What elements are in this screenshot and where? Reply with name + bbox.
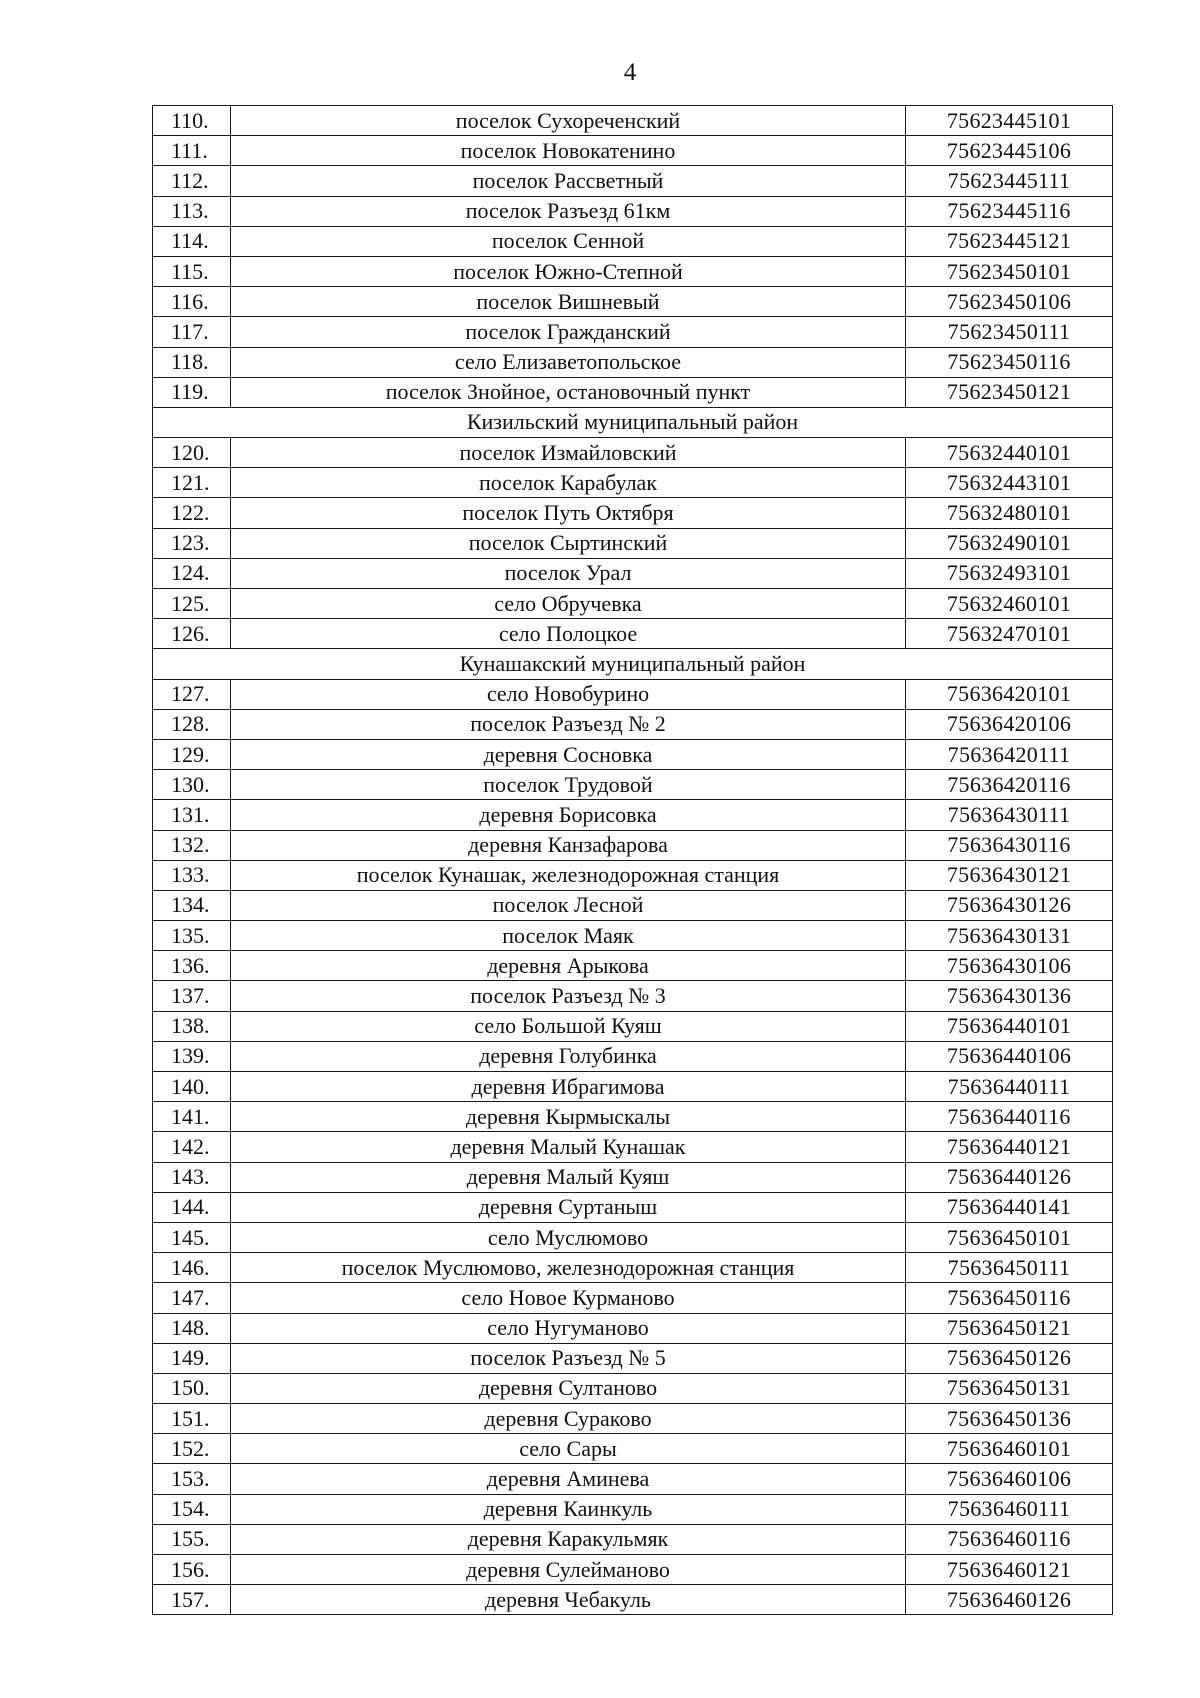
table-row [153,589,1113,619]
row-number: 129. [153,739,231,769]
settlement-name: деревня Каинкуль [231,1494,906,1524]
settlement-name: деревня Сулейманово [231,1555,906,1585]
row-number: 131. [153,800,231,830]
settlement-name: поселок Путь Октября [231,498,906,528]
settlement-name: поселок Гражданский [231,317,906,347]
row-number: 154. [153,1494,231,1524]
settlement-name: село Новое Курманово [231,1283,906,1313]
settlement-name: поселок Трудовой [231,770,906,800]
oktmo-code: 75636440106 [906,1041,1113,1071]
row-number: 140. [153,1072,231,1102]
oktmo-code: 75623450116 [906,347,1113,377]
oktmo-code: 75636450126 [906,1343,1113,1373]
table-row [153,1343,1113,1373]
row-number: 119. [153,377,231,407]
oktmo-code: 75636430121 [906,860,1113,890]
settlement-name: село Большой Куяш [231,1011,906,1041]
settlement-name: поселок Новокатенино [231,136,906,166]
oktmo-code: 75636460126 [906,1585,1113,1615]
row-number: 128. [153,709,231,739]
oktmo-code: 75636450136 [906,1404,1113,1434]
row-number: 149. [153,1343,231,1373]
row-number: 136. [153,951,231,981]
section-header-row [153,649,1113,679]
row-number: 151. [153,1404,231,1434]
oktmo-code: 75636460101 [906,1434,1113,1464]
settlement-name: село Елизаветопольское [231,347,906,377]
settlement-name: поселок Вишневый [231,287,906,317]
oktmo-code: 75636440121 [906,1132,1113,1162]
row-number: 112. [153,166,231,196]
settlement-name: деревня Малый Куяш [231,1162,906,1192]
settlement-name: поселок Кунашак, железнодорожная станция [231,860,906,890]
row-number: 118. [153,347,231,377]
settlement-name: село Муслюмово [231,1222,906,1252]
row-number: 113. [153,196,231,226]
page-number: 4 [623,59,637,86]
table-row [153,860,1113,890]
row-number: 127. [153,679,231,709]
table-row [153,1404,1113,1434]
oktmo-code: 75632493101 [906,558,1113,588]
table-row [153,136,1113,166]
oktmo-code: 75632490101 [906,528,1113,558]
table-body [153,106,1113,1615]
settlement-name: поселок Муслюмово, железнодорожная станция [231,1253,906,1283]
table-row [153,106,1113,136]
oktmo-code: 75632460101 [906,589,1113,619]
oktmo-code: 75636440116 [906,1102,1113,1132]
table-row [153,1011,1113,1041]
oktmo-code: 75623445121 [906,226,1113,256]
table-row [153,1102,1113,1132]
oktmo-code: 75623450121 [906,377,1113,407]
row-number: 117. [153,317,231,347]
settlement-name: деревня Суртаныш [231,1192,906,1222]
settlement-name: деревня Канзафарова [231,830,906,860]
settlement-name: деревня Кырмыскалы [231,1102,906,1132]
row-number: 141. [153,1102,231,1132]
row-number: 144. [153,1192,231,1222]
table-row [153,1373,1113,1403]
row-number: 125. [153,589,231,619]
section-title: Кунашакский муниципальный район [153,649,1113,679]
table-row [153,1132,1113,1162]
table-row [153,256,1113,286]
table-row [153,438,1113,468]
oktmo-code: 75636430131 [906,921,1113,951]
table-row [153,619,1113,649]
section-title: Кизильский муниципальный район [153,407,1113,437]
settlement-name: деревня Арыкова [231,951,906,981]
oktmo-code: 75636440126 [906,1162,1113,1192]
row-number: 148. [153,1313,231,1343]
row-number: 147. [153,1283,231,1313]
settlement-name: поселок Карабулак [231,468,906,498]
oktmo-code: 75636430111 [906,800,1113,830]
oktmo-code: 75636450116 [906,1283,1113,1313]
settlement-name: деревня Султаново [231,1373,906,1403]
oktmo-code: 75632443101 [906,468,1113,498]
settlement-name: поселок Урал [231,558,906,588]
settlement-name: деревня Борисовка [231,800,906,830]
table-row [153,951,1113,981]
row-number: 111. [153,136,231,166]
row-number: 122. [153,498,231,528]
table-row [153,1072,1113,1102]
table-row [153,287,1113,317]
row-number: 152. [153,1434,231,1464]
table-row [153,347,1113,377]
settlement-name: поселок Разъезд № 5 [231,1343,906,1373]
oktmo-code: 75636440101 [906,1011,1113,1041]
row-number: 123. [153,528,231,558]
table-row [153,166,1113,196]
table-row [153,1524,1113,1554]
settlement-name: деревня Сураково [231,1404,906,1434]
oktmo-code: 75623450101 [906,256,1113,286]
row-number: 124. [153,558,231,588]
oktmo-code: 75636420111 [906,739,1113,769]
oktmo-code: 75636430136 [906,981,1113,1011]
row-number: 143. [153,1162,231,1192]
row-number: 155. [153,1524,231,1554]
oktmo-code: 75636450101 [906,1222,1113,1252]
settlement-name: деревня Малый Кунашак [231,1132,906,1162]
table-row [153,890,1113,920]
oktmo-code: 75636430116 [906,830,1113,860]
settlement-name: поселок Маяк [231,921,906,951]
table-row [153,226,1113,256]
table-row [153,1283,1113,1313]
row-number: 150. [153,1373,231,1403]
settlement-name: деревня Чебакуль [231,1585,906,1615]
oktmo-code: 75636460111 [906,1494,1113,1524]
settlement-name: поселок Разъезд 61км [231,196,906,226]
settlement-name: поселок Сыртинский [231,528,906,558]
oktmo-code: 75636450111 [906,1253,1113,1283]
oktmo-code: 75636460121 [906,1555,1113,1585]
row-number: 121. [153,468,231,498]
row-number: 110. [153,106,231,136]
oktmo-code: 75636450131 [906,1373,1113,1403]
table-row [153,528,1113,558]
row-number: 135. [153,921,231,951]
row-number: 146. [153,1253,231,1283]
settlement-name: поселок Рассветный [231,166,906,196]
settlement-name: поселок Сухореченский [231,106,906,136]
settlement-name: поселок Южно-Степной [231,256,906,286]
oktmo-code: 75636430126 [906,890,1113,920]
table-row [153,317,1113,347]
settlement-name: поселок Лесной [231,890,906,920]
oktmo-code: 75623445106 [906,136,1113,166]
row-number: 142. [153,1132,231,1162]
row-number: 133. [153,860,231,890]
row-number: 115. [153,256,231,286]
row-number: 134. [153,890,231,920]
table-row [153,679,1113,709]
table-row [153,921,1113,951]
row-number: 156. [153,1555,231,1585]
table-row [153,196,1113,226]
oktmo-code: 75632480101 [906,498,1113,528]
settlement-name: село Новобурино [231,679,906,709]
oktmo-code: 75623445111 [906,166,1113,196]
table-row [153,770,1113,800]
oktmo-code: 75636440141 [906,1192,1113,1222]
settlement-name: деревня Аминева [231,1464,906,1494]
row-number: 132. [153,830,231,860]
oktmo-code: 75636420101 [906,679,1113,709]
settlement-name: деревня Голубинка [231,1041,906,1071]
oktmo-code: 75636440111 [906,1072,1113,1102]
table-row [153,739,1113,769]
table-row [153,377,1113,407]
oktmo-code: 75632470101 [906,619,1113,649]
table-row [153,1222,1113,1252]
table-row [153,981,1113,1011]
table-row [153,468,1113,498]
oktmo-code: 75636460106 [906,1464,1113,1494]
table-row [153,498,1113,528]
oktmo-code: 75636430106 [906,951,1113,981]
oktmo-code: 75623450111 [906,317,1113,347]
settlement-name: деревня Сосновка [231,739,906,769]
oktmo-code: 75636420106 [906,709,1113,739]
oktmo-code: 75636450121 [906,1313,1113,1343]
oktmo-code: 75623445101 [906,106,1113,136]
table-row [153,558,1113,588]
settlement-name: поселок Разъезд № 3 [231,981,906,1011]
row-number: 116. [153,287,231,317]
table-row [153,1434,1113,1464]
table-row [153,1313,1113,1343]
row-number: 157. [153,1585,231,1615]
settlement-name: село Сары [231,1434,906,1464]
table-row [153,1494,1113,1524]
table-row [153,709,1113,739]
settlement-name: село Полоцкое [231,619,906,649]
settlements-table [152,105,1113,1615]
oktmo-code: 75632440101 [906,438,1113,468]
table-row [153,1192,1113,1222]
row-number: 138. [153,1011,231,1041]
row-number: 120. [153,438,231,468]
row-number: 153. [153,1464,231,1494]
row-number: 130. [153,770,231,800]
table-row [153,800,1113,830]
oktmo-code: 75623445116 [906,196,1113,226]
settlement-name: поселок Знойное, остановочный пункт [231,377,906,407]
settlement-name: поселок Сенной [231,226,906,256]
oktmo-code: 75636460116 [906,1524,1113,1554]
table-row [153,1162,1113,1192]
row-number: 114. [153,226,231,256]
oktmo-code: 75623450106 [906,287,1113,317]
row-number: 145. [153,1222,231,1252]
row-number: 139. [153,1041,231,1071]
table-row [153,1253,1113,1283]
oktmo-code: 75636420116 [906,770,1113,800]
table-row [153,1585,1113,1615]
settlement-name: село Нугуманово [231,1313,906,1343]
table-row [153,1555,1113,1585]
settlement-name: деревня Ибрагимова [231,1072,906,1102]
table-row [153,1464,1113,1494]
settlement-name: село Обручевка [231,589,906,619]
table-row [153,830,1113,860]
table-row [153,1041,1113,1071]
row-number: 126. [153,619,231,649]
settlement-name: поселок Измайловский [231,438,906,468]
settlement-name: поселок Разъезд № 2 [231,709,906,739]
section-header-row [153,407,1113,437]
row-number: 137. [153,981,231,1011]
settlement-name: деревня Каракульмяк [231,1524,906,1554]
